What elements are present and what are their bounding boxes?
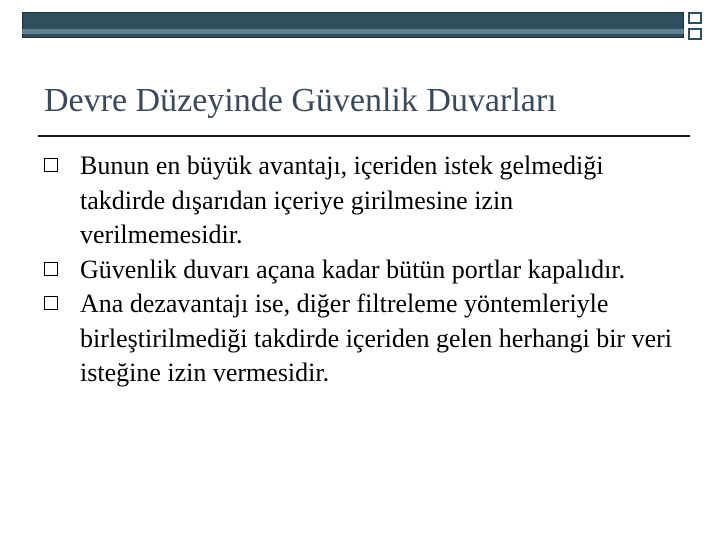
corner-square-top-icon xyxy=(688,12,702,24)
slide-title: Devre Düzeyinde Güvenlik Duvarları xyxy=(44,82,557,119)
hollow-square-icon xyxy=(44,296,58,310)
hollow-square-icon xyxy=(44,158,58,172)
header-bar-stripe xyxy=(22,29,684,34)
bullet-list xyxy=(44,149,674,391)
bullet-text: Ana dezavantajı ise, diğer filtreleme yöntemleriyle birleştirilmediği takdirde içeriden gelen herhangi bir veri isteğine izin vermesidir. xyxy=(80,289,673,387)
bullet-item xyxy=(44,149,674,253)
corner-square-bottom-icon xyxy=(688,28,702,40)
header-bar xyxy=(22,12,684,38)
title-divider xyxy=(38,135,690,137)
bullet-text: Bunun en büyük avantajı, içeriden istek gelmediği takdirde dışarıdan içeriye girilmesine izin verilmemesidir. xyxy=(80,151,604,249)
bullet-item xyxy=(44,287,674,391)
bullet-text: Güvenlik duvarı açana kadar bütün portlar kapalıdır. xyxy=(80,254,626,284)
bullet-item xyxy=(44,253,674,288)
hollow-square-icon xyxy=(44,262,58,276)
